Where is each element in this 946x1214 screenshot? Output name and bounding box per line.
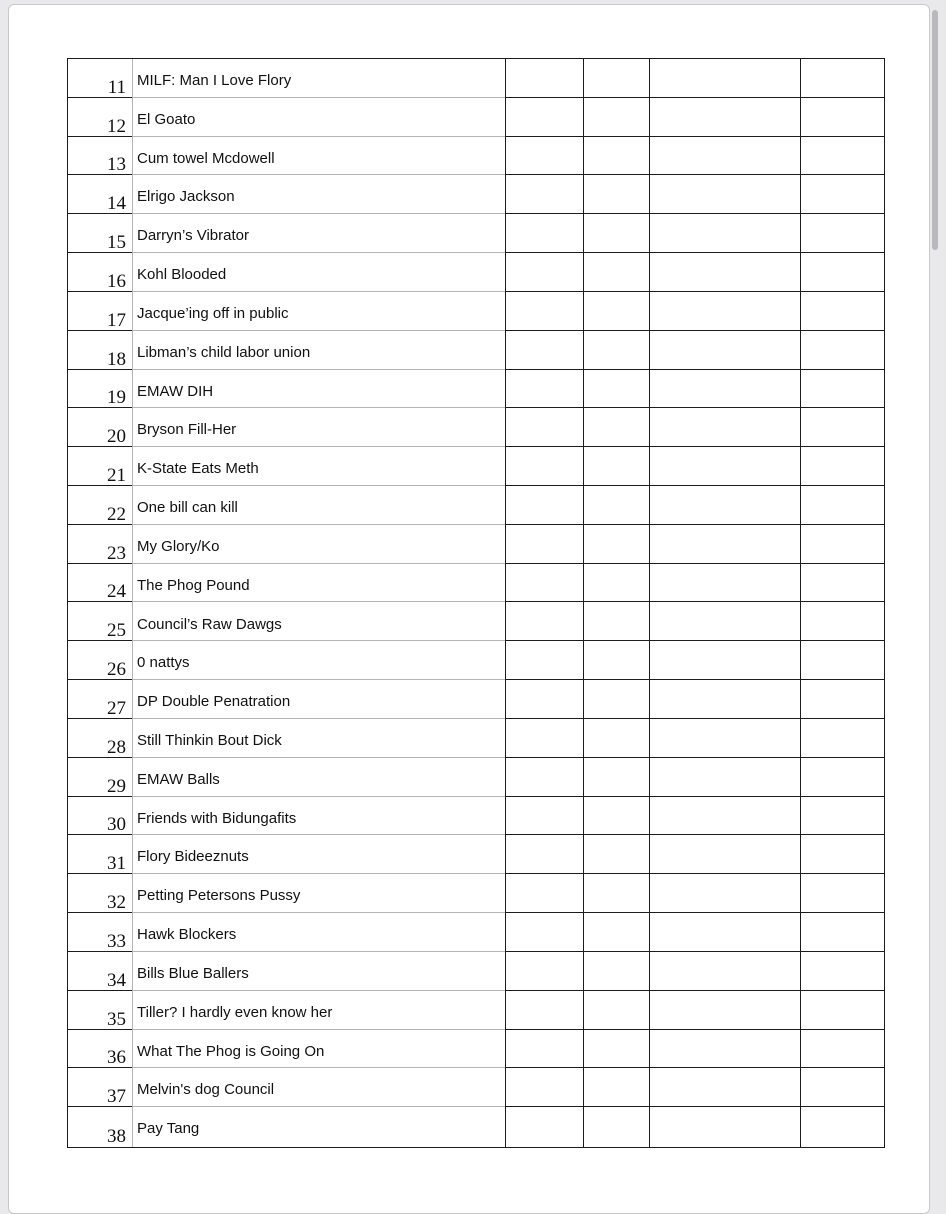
blank-cell	[583, 835, 649, 874]
blank-cell	[649, 525, 800, 564]
row-number: 37	[107, 1086, 126, 1108]
team-name: The Phog Pound	[137, 576, 250, 594]
blank-cell	[649, 98, 800, 137]
blank-cell	[505, 952, 583, 991]
table-row	[68, 1030, 884, 1069]
blank-cell	[583, 253, 649, 292]
table-row	[68, 525, 884, 564]
blank-cell	[583, 913, 649, 952]
blank-cell	[649, 331, 800, 370]
team-name: What The Phog is Going On	[137, 1042, 325, 1060]
blank-cell	[800, 370, 883, 409]
blank-cell	[800, 797, 883, 836]
blank-cell	[505, 447, 583, 486]
team-name: My Glory/Ko	[137, 537, 220, 555]
row-number: 34	[107, 969, 126, 991]
blank-cell	[800, 835, 883, 874]
row-number: 30	[107, 814, 126, 836]
table-row	[68, 253, 884, 292]
blank-cell	[800, 175, 883, 214]
table-row	[68, 952, 884, 991]
blank-cell	[583, 1030, 649, 1069]
blank-cell	[505, 991, 583, 1030]
blank-cell	[505, 486, 583, 525]
blank-cell	[583, 486, 649, 525]
blank-cell	[583, 447, 649, 486]
blank-cell	[649, 447, 800, 486]
table-row	[68, 59, 884, 98]
blank-cell	[800, 680, 883, 719]
blank-cell	[505, 719, 583, 758]
row-number-cell	[68, 835, 132, 874]
blank-cell	[800, 486, 883, 525]
table-row	[68, 98, 884, 137]
blank-cell	[505, 913, 583, 952]
blank-cell	[583, 59, 649, 98]
blank-cell	[583, 952, 649, 991]
row-number-cell	[68, 680, 132, 719]
blank-cell	[800, 641, 883, 680]
blank-cell	[583, 370, 649, 409]
blank-cell	[583, 175, 649, 214]
team-name: Bryson Fill-Her	[137, 421, 237, 439]
row-number-cell	[68, 331, 132, 370]
row-number-cell	[68, 370, 132, 409]
table-row	[68, 835, 884, 874]
row-number-cell	[68, 991, 132, 1030]
blank-cell	[505, 564, 583, 603]
blank-cell	[505, 137, 583, 176]
blank-cell	[583, 797, 649, 836]
row-number-cell	[68, 797, 132, 836]
blank-cell	[649, 1068, 800, 1107]
row-number-cell	[68, 1030, 132, 1069]
blank-cell	[583, 214, 649, 253]
table-row	[68, 1107, 884, 1146]
row-number: 32	[107, 892, 126, 914]
row-number-cell	[68, 874, 132, 913]
blank-cell	[505, 835, 583, 874]
blank-cell	[583, 331, 649, 370]
blank-cell	[649, 835, 800, 874]
blank-cell	[505, 1107, 583, 1146]
team-name: Hawk Blockers	[137, 926, 237, 944]
team-name: 0 nattys	[137, 654, 190, 672]
row-number: 15	[107, 232, 126, 254]
row-number: 11	[107, 76, 126, 98]
row-number: 27	[107, 697, 126, 719]
team-name: Darryn’s Vibrator	[137, 227, 249, 245]
team-name: EMAW DIH	[137, 382, 214, 400]
blank-cell	[800, 253, 883, 292]
blank-cell	[583, 1068, 649, 1107]
blank-cell	[800, 408, 883, 447]
blank-cell	[800, 758, 883, 797]
team-name: El Goato	[137, 110, 196, 128]
blank-cell	[800, 719, 883, 758]
row-number-cell	[68, 214, 132, 253]
blank-cell	[505, 758, 583, 797]
blank-cell	[649, 719, 800, 758]
row-number-cell	[68, 253, 132, 292]
blank-cell	[800, 214, 883, 253]
blank-cell	[505, 292, 583, 331]
row-number: 31	[107, 853, 126, 875]
row-number: 36	[107, 1047, 126, 1069]
blank-cell	[800, 331, 883, 370]
row-number: 35	[107, 1008, 126, 1030]
row-number-cell	[68, 952, 132, 991]
blank-cell	[505, 603, 583, 642]
table-row	[68, 719, 884, 758]
table-row	[68, 1068, 884, 1107]
row-number-cell	[68, 564, 132, 603]
table-row	[68, 564, 884, 603]
table-row	[68, 214, 884, 253]
row-number: 17	[107, 309, 126, 331]
row-number: 16	[107, 270, 126, 292]
blank-cell	[649, 991, 800, 1030]
row-number-cell	[68, 59, 132, 98]
blank-cell	[505, 59, 583, 98]
blank-cell	[649, 603, 800, 642]
table-row	[68, 370, 884, 409]
column-divider	[800, 59, 801, 1147]
table-row	[68, 797, 884, 836]
row-number-cell	[68, 98, 132, 137]
blank-cell	[649, 1030, 800, 1069]
table-row	[68, 486, 884, 525]
row-number-cell	[68, 913, 132, 952]
blank-cell	[583, 98, 649, 137]
row-number: 20	[107, 426, 126, 448]
row-number-cell	[68, 1107, 132, 1146]
row-number: 24	[107, 581, 126, 603]
row-number: 29	[107, 775, 126, 797]
blank-cell	[800, 1068, 883, 1107]
row-number: 25	[107, 620, 126, 642]
blank-cell	[505, 98, 583, 137]
blank-cell	[649, 137, 800, 176]
row-number-cell	[68, 292, 132, 331]
blank-cell	[583, 874, 649, 913]
row-number: 19	[107, 387, 126, 409]
row-number: 14	[107, 193, 126, 215]
team-name: Petting Petersons Pussy	[137, 887, 301, 905]
blank-cell	[649, 1107, 800, 1146]
blank-cell	[505, 331, 583, 370]
row-number-cell	[68, 137, 132, 176]
row-number-cell	[68, 758, 132, 797]
row-number-cell	[68, 719, 132, 758]
column-divider	[505, 59, 506, 1147]
row-number: 13	[107, 154, 126, 176]
row-number-cell	[68, 486, 132, 525]
blank-cell	[505, 370, 583, 409]
blank-cell	[800, 292, 883, 331]
blank-cell	[800, 564, 883, 603]
blank-cell	[800, 1030, 883, 1069]
blank-cell	[505, 175, 583, 214]
blank-cell	[505, 874, 583, 913]
table-row	[68, 447, 884, 486]
team-name: EMAW Balls	[137, 770, 220, 788]
team-name: Elrigo Jackson	[137, 188, 235, 206]
row-number: 21	[107, 465, 126, 487]
blank-cell	[505, 408, 583, 447]
blank-cell	[505, 1030, 583, 1069]
table-row	[68, 680, 884, 719]
blank-cell	[649, 874, 800, 913]
team-name: Flory Bideeznuts	[137, 848, 249, 866]
row-number-cell	[68, 1068, 132, 1107]
row-number: 23	[107, 542, 126, 564]
blank-cell	[800, 913, 883, 952]
blank-cell	[583, 137, 649, 176]
row-number: 26	[107, 659, 126, 681]
table-row	[68, 758, 884, 797]
blank-cell	[649, 797, 800, 836]
team-name: DP Double Penatration	[137, 693, 291, 711]
blank-cell	[583, 680, 649, 719]
blank-cell	[800, 137, 883, 176]
blank-cell	[800, 98, 883, 137]
blank-cell	[505, 797, 583, 836]
blank-cell	[583, 408, 649, 447]
blank-cell	[649, 253, 800, 292]
blank-cell	[649, 680, 800, 719]
row-number-cell	[68, 603, 132, 642]
blank-cell	[505, 641, 583, 680]
table-row	[68, 991, 884, 1030]
blank-cell	[649, 486, 800, 525]
row-number-cell	[68, 408, 132, 447]
blank-cell	[800, 874, 883, 913]
blank-cell	[649, 175, 800, 214]
team-name: K-State Eats Meth	[137, 460, 259, 478]
blank-cell	[649, 758, 800, 797]
blank-cell	[649, 641, 800, 680]
blank-cell	[649, 292, 800, 331]
row-number: 28	[107, 736, 126, 758]
column-divider	[583, 59, 584, 1147]
table-row	[68, 641, 884, 680]
row-number-cell	[68, 641, 132, 680]
team-name: Still Thinkin Bout Dick	[137, 731, 282, 749]
team-name: One bill can kill	[137, 499, 238, 517]
table-row	[68, 137, 884, 176]
row-number-cell	[68, 175, 132, 214]
blank-cell	[800, 59, 883, 98]
team-name: Jacque’ing off in public	[137, 304, 289, 322]
blank-cell	[800, 1107, 883, 1146]
column-divider	[649, 59, 650, 1147]
team-name: Tiller? I hardly even know her	[137, 1003, 333, 1021]
blank-cell	[583, 719, 649, 758]
blank-cell	[649, 913, 800, 952]
blank-cell	[583, 991, 649, 1030]
blank-cell	[800, 952, 883, 991]
blank-cell	[800, 991, 883, 1030]
table-row	[68, 408, 884, 447]
blank-cell	[583, 525, 649, 564]
number-column-divider	[132, 59, 133, 1147]
blank-cell	[649, 59, 800, 98]
team-name: Melvin's dog Council	[137, 1081, 275, 1099]
table-row	[68, 913, 884, 952]
blank-cell	[505, 1068, 583, 1107]
row-number: 22	[107, 503, 126, 525]
table-row	[68, 874, 884, 913]
blank-cell	[583, 758, 649, 797]
blank-cell	[800, 603, 883, 642]
row-number: 12	[107, 115, 126, 137]
team-name: MILF: Man I Love Flory	[137, 72, 292, 89]
team-name: Cum towel Mcdowell	[137, 149, 275, 167]
blank-cell	[649, 214, 800, 253]
team-name: Council’s Raw Dawgs	[137, 615, 282, 633]
blank-cell	[583, 641, 649, 680]
table-row	[68, 292, 884, 331]
row-number: 33	[107, 930, 126, 952]
row-number: 18	[107, 348, 126, 370]
blank-cell	[505, 525, 583, 564]
table-row	[68, 175, 884, 214]
table-row	[68, 603, 884, 642]
team-name: Libman’s child labor union	[137, 343, 311, 361]
row-number-cell	[68, 447, 132, 486]
blank-cell	[583, 1107, 649, 1146]
blank-cell	[505, 253, 583, 292]
team-table	[67, 58, 885, 1148]
blank-cell	[649, 564, 800, 603]
table-row	[68, 331, 884, 370]
blank-cell	[649, 952, 800, 991]
blank-cell	[583, 603, 649, 642]
row-number-cell	[68, 525, 132, 564]
row-number: 38	[107, 1125, 126, 1147]
blank-cell	[505, 214, 583, 253]
blank-cell	[583, 292, 649, 331]
team-name: Friends with Bidungafits	[137, 809, 297, 827]
team-name: Bills Blue Ballers	[137, 964, 249, 982]
blank-cell	[505, 680, 583, 719]
blank-cell	[649, 370, 800, 409]
team-name: Pay Tang	[137, 1120, 200, 1138]
blank-cell	[583, 564, 649, 603]
scrollbar[interactable]	[932, 10, 938, 250]
blank-cell	[800, 447, 883, 486]
blank-cell	[800, 525, 883, 564]
team-name: Kohl Blooded	[137, 266, 227, 284]
blank-cell	[649, 408, 800, 447]
